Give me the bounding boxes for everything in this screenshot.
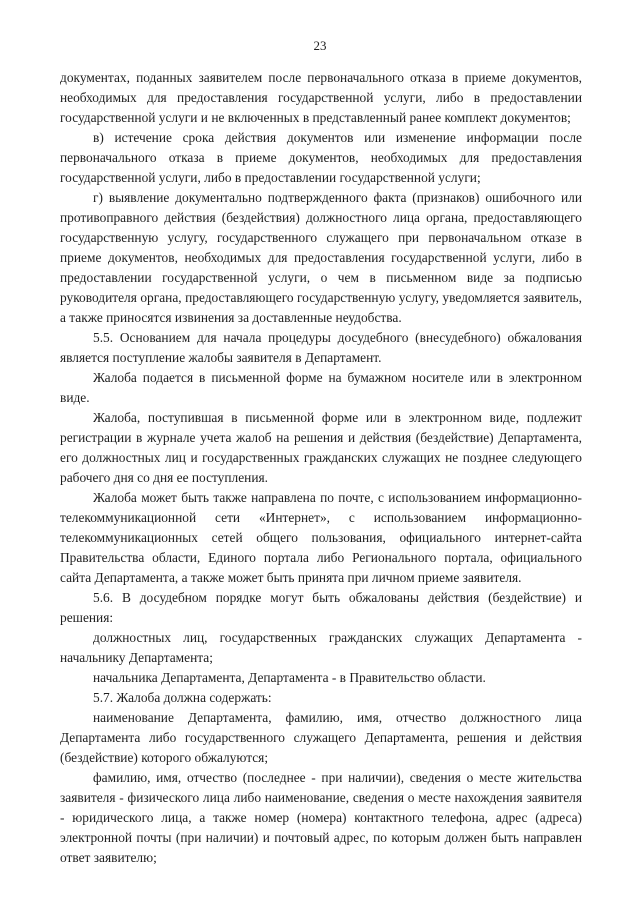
paragraph-department-name: наименование Департамента, фамилию, имя, отчество должностного лица Департамента либо государственного служащего Департамента, решения и действия (бездействие) которого обжалуются; bbox=[60, 710, 582, 765]
paragraph-5-7: 5.7. Жалоба должна содержать: bbox=[93, 690, 272, 705]
paragraph-complaint-registration: Жалоба, поступившая в письменной форме или в электронном виде, подлежит регистрации в журнале учета жалоб на решения и действия (бездействие) Департамента, его должностных лиц и государственных гражданских служащих не позднее следующего рабочего дня со дня ее поступления. bbox=[60, 410, 582, 485]
paragraph-5-5: 5.5. Основанием для начала процедуры досудебного (внесудебного) обжалования является поступление жалобы заявителя в Департамент. bbox=[60, 330, 582, 365]
paragraph-continuation: документах, поданных заявителем после первоначального отказа в приеме документов, необходимых для предоставления государственной услуги, либо в предоставлении государственной услуги и не включенных в представленный ранее комплект документов; bbox=[60, 70, 582, 125]
paragraph-item-g: г) выявление документально подтвержденного факта (признаков) ошибочного или противоправного действия (бездействия) должностного лица органа, предоставляющего государственную услугу, государственного служащего при первоначальном отказе в приеме документов, необходимых для предоставления государственной услуги, либо в предоставлении государственной услуги, о чем в письменном виде за подписью руководителя органа, предоставляющего государственную услугу, уведомляется заявитель, а также приносятся извинения за доставленные неудобства. bbox=[60, 190, 582, 325]
paragraph-complaint-channels: Жалоба может быть также направлена по почте, с использованием информационно-телекоммуникационной сети «Интернет», с использованием информационно-телекоммуникационных сетей общего пользования, официального интернет-сайта Правительства области, Единого портала либо Регионального портала, официального сайта Департамента, а также может быть принята при личном приеме заявителя. bbox=[60, 490, 582, 585]
paragraph-applicant-details: фамилию, имя, отчество (последнее - при наличии), сведения о месте жительства заявителя - физического лица либо наименование, сведения о месте нахождения заявителя - юридического лица, а также номер (номера) контактного телефона, адрес (адреса) электронной почты (при наличии) и почтовый адрес, по которым должен быть направлен ответ заявителю; bbox=[60, 770, 582, 865]
document-body bbox=[60, 68, 582, 868]
paragraph-5-6: 5.6. В досудебном порядке могут быть обжалованы действия (бездействие) и решения: bbox=[60, 590, 582, 625]
paragraph-officials: должностных лиц, государственных гражданских служащих Департамента - начальнику Департамента; bbox=[60, 630, 582, 665]
paragraph-head: начальника Департамента, Департамента - в Правительство области. bbox=[93, 670, 486, 685]
paragraph-item-v: в) истечение срока действия документов или изменение информации после первоначального отказа в приеме документов, необходимых для предоставления государственной услуги, либо в предоставлении государственной услуги; bbox=[60, 130, 582, 185]
paragraph-complaint-form: Жалоба подается в письменной форме на бумажном носителе или в электронном виде. bbox=[60, 370, 582, 405]
page-number: 23 bbox=[313, 38, 327, 53]
